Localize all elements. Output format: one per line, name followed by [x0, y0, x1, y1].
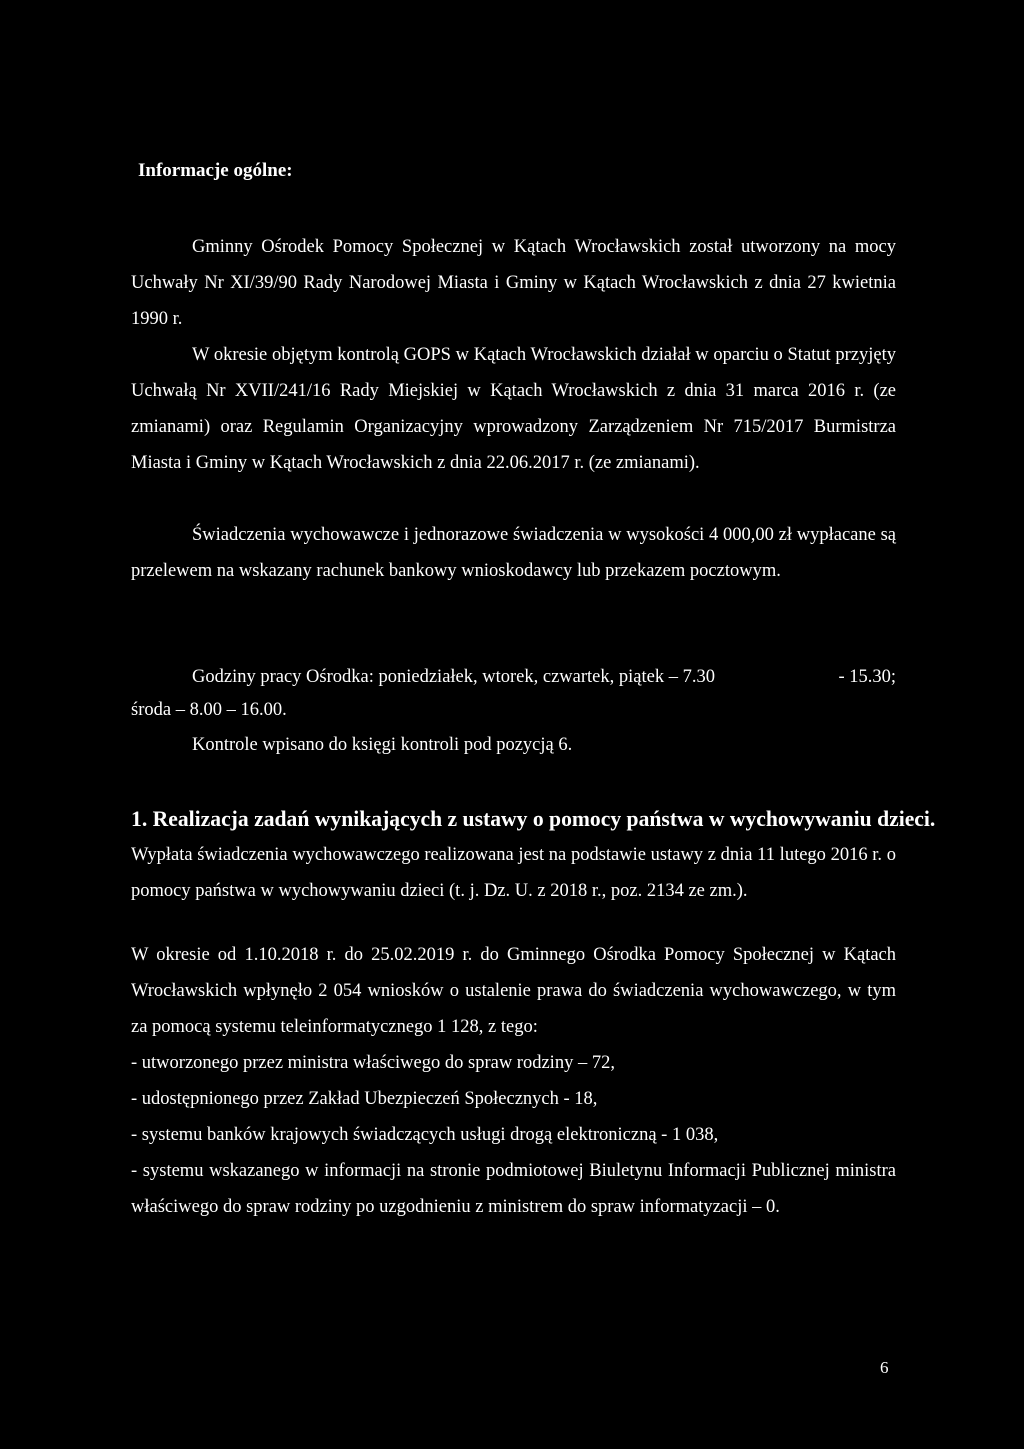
- control-note: Kontrole wpisano do księgi kontroli pod pozycją 6.: [192, 735, 573, 755]
- paragraph-statute: W okresie objętym kontrolą GOPS w Kątach Wrocławskich działał w oparciu o Statut przyjęty Uchwałą Nr XVII/241/16 Rady Miejskiej w Kątach Wrocławskich z dnia 31 marca 2016 r. (ze zmianami) oraz Regulamin Organizacyjny wprowadzony Zarządzeniem Nr 715/2017 Burmistrza Miasta i Gminy w Kątach Wrocławskich z dnia 22.06.2017 r. (ze zmianami).: [131, 345, 896, 473]
- application-channels-list: [131, 1045, 896, 1225]
- working-hours-wednesday: środa – 8.00 – 16.00.: [131, 700, 287, 720]
- working-hours-end: - 15.30;: [838, 667, 896, 687]
- list-item: - utworzonego przez ministra właściwego do spraw rodziny – 72,: [131, 1053, 615, 1073]
- section-1-title: 1. Realizacja zadań wynikających z ustawy o pomocy państwa w wychowywaniu dzieci.: [131, 807, 936, 831]
- list-item: - systemu wskazanego w informacji na stronie podmiotowej Biuletynu Informacji Publicznej ministra właściwego do spraw rodziny po uzgodnieniu z ministrem do spraw informatyzacji – 0.: [131, 1161, 896, 1217]
- paragraph-applications: W okresie od 1.10.2018 r. do 25.02.2019 r. do Gminnego Ośrodka Pomocy Społecznej w Kątach Wrocławskich wpłynęło 2 054 wniosków o ustalenie prawa do świadczenia wychowawczego, w tym za pomocą systemu teleinformatycznego 1 128, z tego:: [131, 945, 896, 1037]
- paragraph-legal-basis: Wypłata świadczenia wychowawczego realizowana jest na podstawie ustawy z dnia 11 lutego 2016 r. o pomocy państwa w wychowywaniu dzieci (t. j. Dz. U. z 2018 r., poz. 2134 ze zm.).: [131, 845, 896, 901]
- list-item: - udostępnionego przez Zakład Ubezpieczeń Społecznych - 18,: [131, 1089, 598, 1109]
- list-item: - systemu banków krajowych świadczących usługi drogą elektroniczną - 1 038,: [131, 1125, 719, 1145]
- section-heading-general: Informacje ogólne:: [138, 160, 293, 181]
- paragraph-establishment: Gminny Ośrodek Pomocy Społecznej w Kątach Wrocławskich został utworzony na mocy Uchwały Nr XI/39/90 Rady Narodowej Miasta i Gminy w Kątach Wrocławskich z dnia 27 kwietnia 1990 r.: [131, 237, 896, 329]
- page-number: 6: [880, 1358, 889, 1377]
- working-hours-label: Godziny pracy Ośrodka: poniedziałek, wtorek, czwartek, piątek – 7.30: [192, 667, 715, 687]
- working-hours-row: [192, 663, 896, 691]
- paragraph-payments: Świadczenia wychowawcze i jednorazowe świadczenia w wysokości 4 000,00 zł wypłacane są przelewem na wskazany rachunek bankowy wnioskodawcy lub przekazem pocztowym.: [131, 525, 896, 581]
